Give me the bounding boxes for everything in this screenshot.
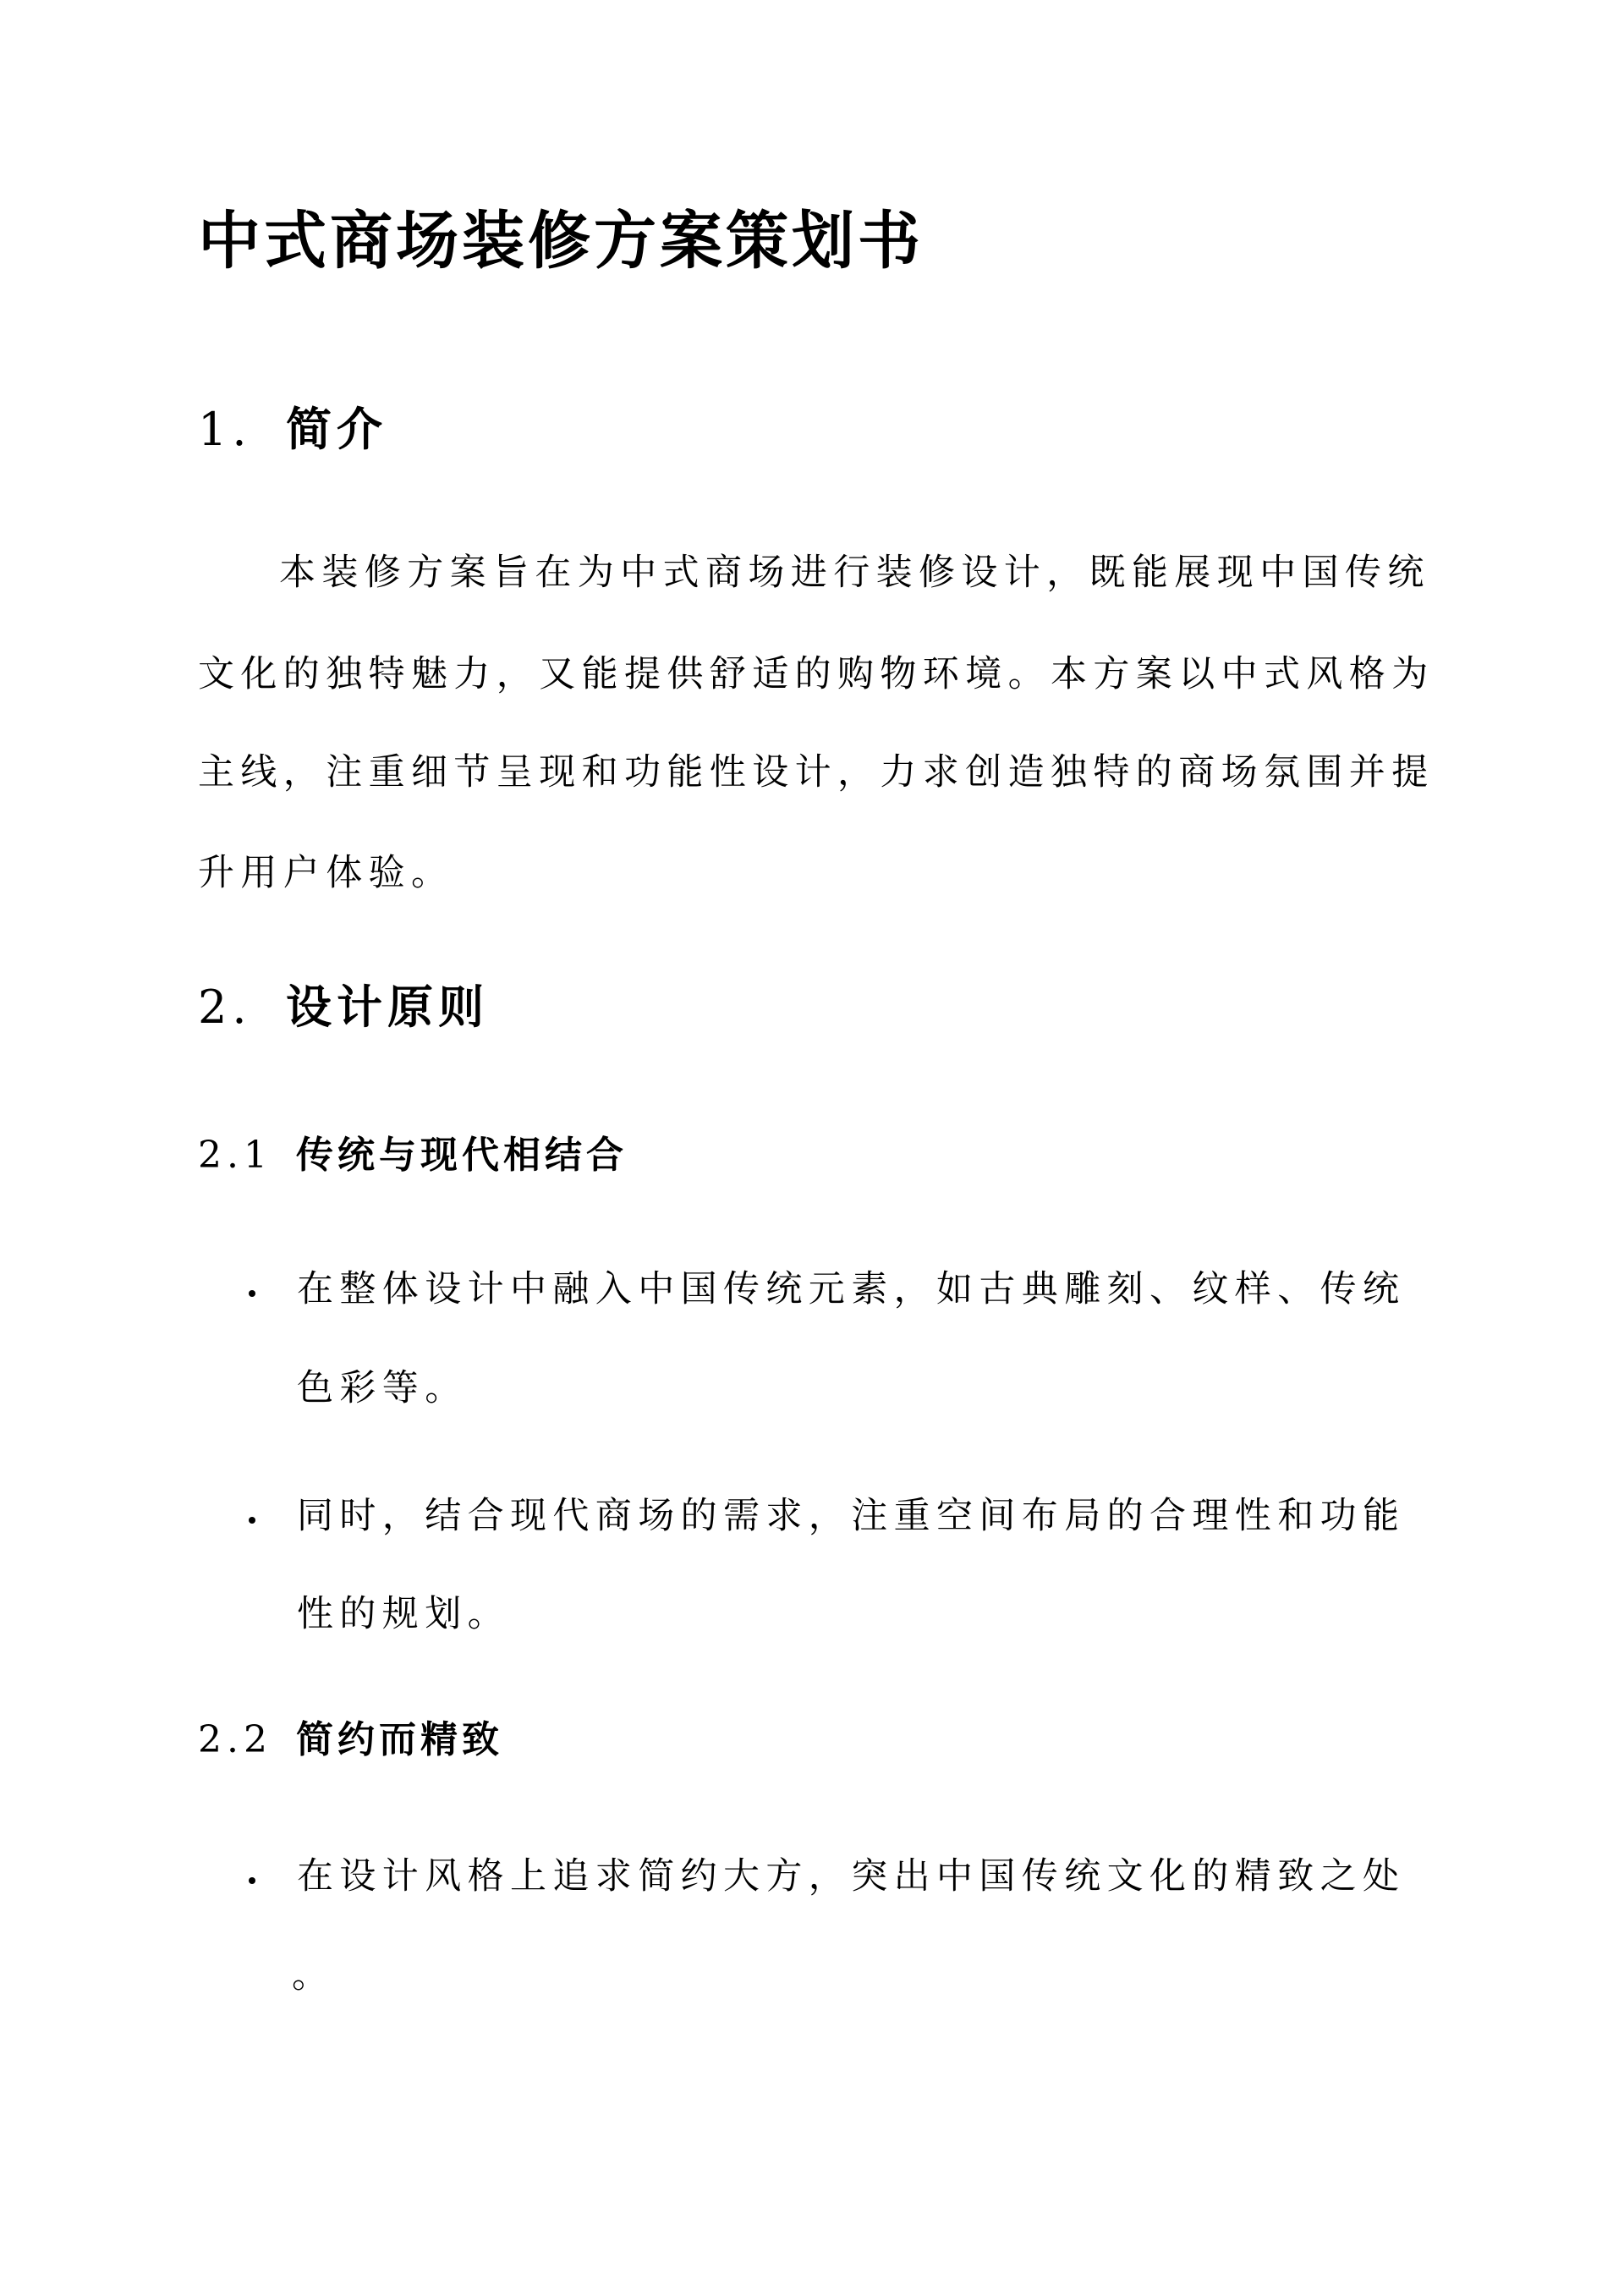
document-title: 中式商场装修方案策划书 — [198, 205, 924, 277]
subsection-heading-2-1 — [198, 1132, 628, 1179]
section-heading-intro — [198, 401, 387, 458]
bullet-line: 在整体设计中融入中国传统元素，如古典雕刻、纹样、传统 — [297, 1268, 1406, 1310]
bullet-dot — [249, 1290, 255, 1297]
subsection-number: 2.1 — [198, 1134, 272, 1177]
subsection-number: 2.2 — [198, 1718, 272, 1761]
paragraph-line: 升用户体验。 — [198, 852, 454, 894]
bullet-line: 。 — [292, 1954, 335, 1997]
paragraph-line: 文化的独特魅力，又能提供舒适的购物环境。本方案以中式风格为 — [198, 653, 1435, 695]
subsection-title: 简约而精致 — [296, 1718, 503, 1761]
section-number: 1. — [198, 403, 252, 456]
bullet-line: 在设计风格上追求简约大方，突出中国传统文化的精致之处 — [297, 1855, 1406, 1898]
bullet-line: 性的规划。 — [297, 1593, 510, 1635]
section-heading-principles — [198, 979, 489, 1035]
section-number: 2. — [198, 980, 252, 1034]
bullet-line: 色彩等。 — [297, 1367, 468, 1409]
paragraph-line: 本装修方案旨在为中式商场进行装修设计，既能展现中国传统 — [279, 552, 1430, 594]
bullet-dot — [249, 1877, 255, 1884]
section-title: 简介 — [286, 402, 387, 456]
subsection-title: 传统与现代相结合 — [296, 1134, 628, 1177]
section-title: 设计原则 — [286, 980, 489, 1034]
bullet-line: 同时，结合现代商场的需求，注重空间布局的合理性和功能 — [297, 1495, 1406, 1537]
paragraph-line: 主线，注重细节呈现和功能性设计，力求创造独特的商场氛围并提 — [198, 751, 1435, 794]
subsection-heading-2-2 — [198, 1717, 503, 1764]
bullet-dot — [249, 1517, 255, 1524]
